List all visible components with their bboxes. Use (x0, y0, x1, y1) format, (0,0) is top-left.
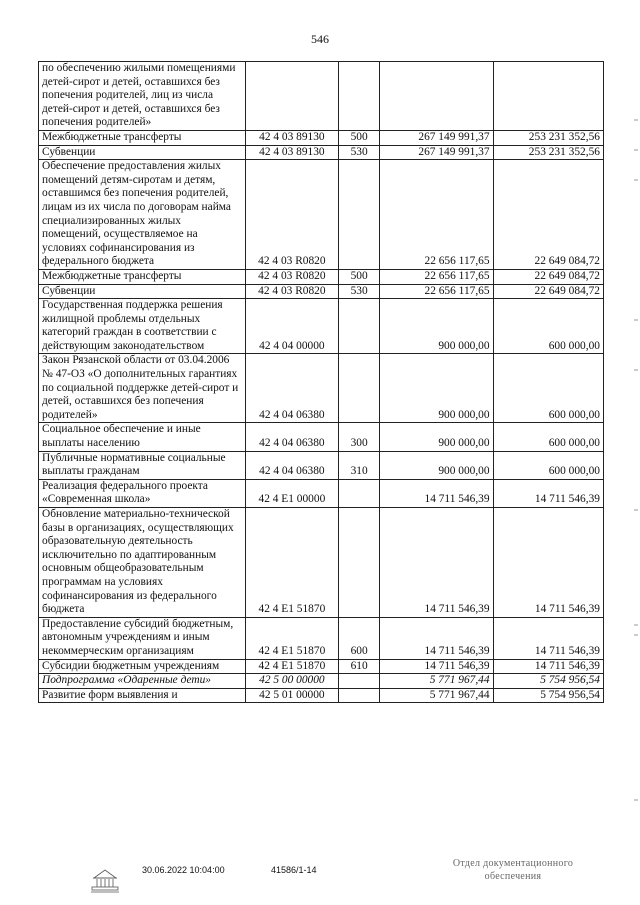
cell-expense-type (339, 688, 380, 703)
cell-target-article-code: 42 4 04 00000 (245, 299, 338, 354)
table-row (39, 160, 604, 270)
cell-item-name: Государственная поддержка решения жилищной проблемы отдельных категорий граждан в соответствии с действующим законодательством (39, 299, 246, 354)
table-row (39, 674, 604, 689)
cell-item-name: Субвенции (39, 145, 246, 160)
cell-amount-2024: 600 000,00 (493, 451, 603, 479)
cell-amount-2023: 14 711 546,39 (380, 617, 493, 659)
cell-target-article-code: 42 4 03 89130 (245, 130, 338, 145)
cell-target-article-code: 42 4 E1 00000 (245, 479, 338, 507)
table-row (39, 508, 604, 618)
cell-target-article-code (245, 62, 338, 131)
cell-item-name: Закон Рязанской области от 03.04.2006 № 47-ОЗ «О дополнительных гарантиях по социальной поддержке детей-сирот и детей, оставшихся без попечения родителей» (39, 354, 246, 423)
cell-item-name: Субсидии бюджетным учреждениям (39, 659, 246, 674)
table-row (39, 354, 604, 423)
cell-amount-2024: 5 754 956,54 (493, 674, 603, 689)
cell-amount-2024 (493, 62, 603, 131)
cell-amount-2024: 14 711 546,39 (493, 479, 603, 507)
duma-building-icon (90, 866, 120, 894)
cell-amount-2024: 14 711 546,39 (493, 659, 603, 674)
cell-item-name: Реализация федерального проекта «Современная школа» (39, 479, 246, 507)
table-row (39, 688, 604, 703)
cell-target-article-code: 42 4 E1 51870 (245, 508, 338, 618)
cell-amount-2024: 14 711 546,39 (493, 508, 603, 618)
table-row (39, 145, 604, 160)
cell-item-name: Предоставление субсидий бюджетным, автономным учреждениям и иным некоммерческим организациям (39, 617, 246, 659)
cell-amount-2023 (380, 62, 493, 131)
cell-amount-2023: 900 000,00 (380, 299, 493, 354)
cell-amount-2023: 267 149 991,37 (380, 145, 493, 160)
cell-amount-2023: 267 149 991,37 (380, 130, 493, 145)
cell-amount-2023: 5 771 967,44 (380, 674, 493, 689)
cell-expense-type: 610 (339, 659, 380, 674)
cell-item-name: Социальное обеспечение и иные выплаты населению (39, 423, 246, 451)
cell-item-name: Обновление материально-технической базы в организациях, осуществляющих образовательную деятельность исключительно по адаптированным основным общеобразовательным программам на условиях софинансирования из федерального бюджета (39, 508, 246, 618)
cell-target-article-code: 42 4 03 R0820 (245, 160, 338, 270)
cell-item-name: Межбюджетные трансферты (39, 269, 246, 284)
table-row (39, 451, 604, 479)
cell-expense-type (339, 508, 380, 618)
table-row (39, 479, 604, 507)
footer-datetime: 30.06.2022 10:04:00 (142, 865, 225, 875)
cell-amount-2023: 900 000,00 (380, 423, 493, 451)
cell-amount-2023: 14 711 546,39 (380, 508, 493, 618)
cell-amount-2023: 22 656 117,65 (380, 269, 493, 284)
cell-item-name: Публичные нормативные социальные выплаты гражданам (39, 451, 246, 479)
cell-target-article-code: 42 4 E1 51870 (245, 617, 338, 659)
cell-target-article-code: 42 4 03 R0820 (245, 284, 338, 299)
cell-expense-type (339, 479, 380, 507)
cell-amount-2024: 600 000,00 (493, 354, 603, 423)
cell-expense-type: 310 (339, 451, 380, 479)
cell-expense-type: 500 (339, 130, 380, 145)
cell-expense-type (339, 354, 380, 423)
cell-amount-2024: 253 231 352,56 (493, 145, 603, 160)
cell-item-name: по обеспечению жилыми помещениями детей-сирот и детей, оставшихся без попечения родителей, лиц из числа детей-сирот и детей, оставшихся без попечения родителей» (39, 62, 246, 131)
cell-amount-2024: 22 649 084,72 (493, 269, 603, 284)
footer-doc-number: 41586/1-14 (271, 865, 317, 875)
cell-amount-2023: 900 000,00 (380, 451, 493, 479)
cell-amount-2023: 22 656 117,65 (380, 160, 493, 270)
table-row (39, 423, 604, 451)
budget-table (38, 61, 604, 703)
cell-item-name: Субвенции (39, 284, 246, 299)
table-row (39, 284, 604, 299)
cell-target-article-code: 42 4 03 89130 (245, 145, 338, 160)
table-row (39, 62, 604, 131)
cell-target-article-code: 42 4 04 06380 (245, 451, 338, 479)
table-row (39, 299, 604, 354)
cell-expense-type: 300 (339, 423, 380, 451)
department-stamp (438, 857, 588, 883)
cell-amount-2023: 900 000,00 (380, 354, 493, 423)
cell-amount-2024: 22 649 084,72 (493, 284, 603, 299)
table-row (39, 659, 604, 674)
cell-amount-2023: 5 771 967,44 (380, 688, 493, 703)
page-number: 546 (311, 32, 329, 46)
cell-amount-2023: 14 711 546,39 (380, 659, 493, 674)
cell-expense-type: 600 (339, 617, 380, 659)
cell-item-name: Обеспечение предоставления жилых помещений детям-сиротам и детям, оставшимся без попечения родителей, лицам из их числа по договорам найма специализированных жилых помещений, осуществляемое на условиях софинансирования из федерального бюджета (39, 160, 246, 270)
cell-amount-2024: 14 711 546,39 (493, 617, 603, 659)
cell-expense-type: 530 (339, 145, 380, 160)
table-row (39, 617, 604, 659)
stamp-line-2: обеспечения (484, 871, 542, 882)
cell-item-name: Межбюджетные трансферты (39, 130, 246, 145)
cell-expense-type: 530 (339, 284, 380, 299)
cell-target-article-code: 42 4 04 06380 (245, 354, 338, 423)
cell-expense-type (339, 62, 380, 131)
cell-amount-2024: 600 000,00 (493, 299, 603, 354)
cell-item-name: Развитие форм выявления и (39, 688, 246, 703)
cell-expense-type: 500 (339, 269, 380, 284)
cell-amount-2024: 22 649 084,72 (493, 160, 603, 270)
cell-expense-type (339, 674, 380, 689)
table-row (39, 269, 604, 284)
cell-target-article-code: 42 5 01 00000 (245, 688, 338, 703)
cell-target-article-code: 42 4 04 06380 (245, 423, 338, 451)
cell-amount-2024: 253 231 352,56 (493, 130, 603, 145)
cell-target-article-code: 42 4 E1 51870 (245, 659, 338, 674)
cell-amount-2023: 14 711 546,39 (380, 479, 493, 507)
margin-tick-marks (632, 110, 638, 810)
cell-item-name: Подпрограмма «Одаренные дети» (39, 674, 246, 689)
cell-amount-2023: 22 656 117,65 (380, 284, 493, 299)
cell-target-article-code: 42 4 03 R0820 (245, 269, 338, 284)
cell-target-article-code: 42 5 00 00000 (245, 674, 338, 689)
cell-expense-type (339, 299, 380, 354)
cell-amount-2024: 5 754 956,54 (493, 688, 603, 703)
stamp-line-1: Отдел документационного (452, 858, 574, 869)
table-row (39, 130, 604, 145)
cell-expense-type (339, 160, 380, 270)
cell-amount-2024: 600 000,00 (493, 423, 603, 451)
